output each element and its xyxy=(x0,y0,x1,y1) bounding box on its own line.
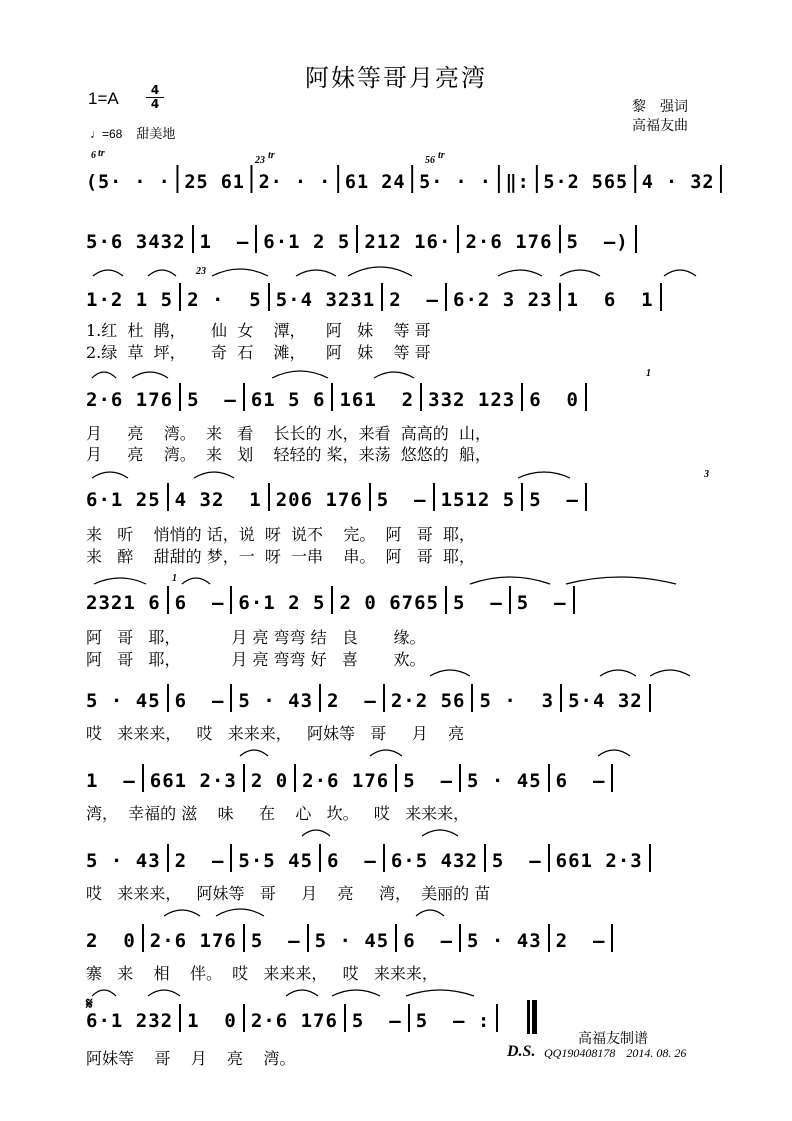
segno-sign: 𝄋 xyxy=(86,994,93,1013)
measure: 5 – xyxy=(351,1010,402,1032)
lyric-line: 阿 哥 耶， 月 亮 弯弯 结 良 缘。 xyxy=(86,628,426,647)
measure: 2 – xyxy=(389,289,439,311)
measure: 2 – xyxy=(327,690,377,712)
measure: 1512 5 xyxy=(440,489,516,511)
slur xyxy=(498,270,542,276)
measure: 5 – xyxy=(250,930,301,952)
slur xyxy=(600,670,636,676)
measure: 2 – xyxy=(174,850,225,872)
measure: 6 – xyxy=(327,850,377,872)
measure: 161 2 xyxy=(339,389,415,411)
measure: 61 5 6 xyxy=(250,389,326,411)
measure: 2 0 xyxy=(86,930,136,952)
measure: 2· · · xyxy=(258,171,332,193)
qq-number: QQ190408178 xyxy=(544,1046,616,1060)
slur xyxy=(566,577,676,584)
measure: 1·2 1 5 xyxy=(86,289,174,311)
measure: 5· · · xyxy=(419,171,492,193)
trill-mark: tr xyxy=(98,148,105,159)
measure: 661 2·3 xyxy=(149,770,237,792)
slur xyxy=(93,270,123,276)
measure: 2321 6 xyxy=(86,592,161,614)
measure: 212 16· xyxy=(364,231,452,253)
measure: 2·6 176 xyxy=(465,231,553,253)
measure: 5 · 43 xyxy=(238,690,314,712)
measure: 1 – xyxy=(199,231,250,253)
score-maker: 高福友制谱 xyxy=(578,1031,648,1047)
slur xyxy=(148,270,176,276)
slur xyxy=(348,267,412,276)
lyric-line: 月 亮 湾。 来 划 轻轻的 桨，来荡 悠悠的 船， xyxy=(86,445,491,464)
slur xyxy=(164,910,200,916)
lyric-line: 来 听 悄悄的 话，说 呀 说不 完。 阿 哥 耶， xyxy=(86,525,475,544)
measure: 5 · 3 xyxy=(479,690,555,712)
slur xyxy=(92,990,116,996)
measure: 5 –) xyxy=(566,231,629,253)
slur xyxy=(132,372,168,378)
key-signature: 1=A xyxy=(88,89,119,108)
composer: 高福友曲 xyxy=(632,118,688,134)
measure: 5 – xyxy=(187,389,237,411)
slur xyxy=(92,372,116,378)
time-signature-top: 4 xyxy=(150,83,160,97)
measure: 6·1 25 xyxy=(86,489,161,511)
slur xyxy=(518,472,570,478)
measure: 5 – xyxy=(376,489,427,511)
measure: 206 176 xyxy=(275,489,363,511)
slur xyxy=(94,578,146,584)
mood-marking: 甜美地 xyxy=(136,127,176,142)
lyricist: 黎 强词 xyxy=(632,99,688,115)
slur xyxy=(422,830,458,836)
measure: 6 – xyxy=(403,930,454,952)
measure: 6·1 2 5 xyxy=(263,231,351,253)
measure: 6·2 3 23 xyxy=(453,289,553,311)
measure: 2·2 56 xyxy=(390,690,466,712)
slur xyxy=(182,578,210,584)
measure: 2 – xyxy=(555,930,606,952)
lyric-line: 寨 来 相 伴。 哎 来来来， 哎 来来来， xyxy=(86,964,438,983)
slur xyxy=(212,269,268,276)
measure: 6 – xyxy=(174,592,225,614)
measure: 5 – xyxy=(453,592,503,614)
lyric-line: 阿妹等 哥 月 亮 湾。 xyxy=(86,1049,296,1068)
lyric-line: 哎 来来来， 哎 来来来， 阿妹等 哥 月 亮 xyxy=(86,724,465,743)
slur xyxy=(650,670,690,676)
measure: 1 0 xyxy=(187,1010,237,1032)
measure: 2·6 176 xyxy=(86,389,174,411)
measure: 2 · 5 xyxy=(187,289,262,311)
measure: 5 · 45 xyxy=(467,770,542,792)
grace-note: 1 xyxy=(646,368,651,379)
slur xyxy=(240,750,268,756)
measure: 5 · 43 xyxy=(467,930,542,952)
lyric-line: 哎 来来来， 阿妹等 哥 月 亮 湾， 美丽的 苗 xyxy=(86,884,491,903)
lyric-line: 月 亮 湾。 来 看 长长的 水，来看 高高的 山， xyxy=(86,424,491,443)
measure: 2 0 6765 xyxy=(339,592,439,614)
slur xyxy=(296,270,336,276)
lyric-line: 来 醉 甜甜的 梦，一 呀 一串 串。 阿 哥 耶， xyxy=(86,547,475,566)
slur xyxy=(92,472,128,478)
measure: 5·6 3432 xyxy=(86,231,186,253)
measure: 5 – xyxy=(529,489,579,511)
slur xyxy=(406,990,474,996)
measure: 25 61 xyxy=(184,171,245,193)
slur xyxy=(598,750,630,756)
slur xyxy=(430,670,470,676)
measure: 6 0 xyxy=(529,389,579,411)
slur xyxy=(332,990,380,996)
slur xyxy=(560,270,600,276)
measure: 6·1 232 xyxy=(86,1010,174,1032)
tempo-value: ♩=68 xyxy=(90,127,123,141)
lyric-line: 湾， 幸福的 滋 味 在 心 坎。 哎 来来来， xyxy=(86,804,470,823)
measure: 2·6 176 xyxy=(250,1010,338,1032)
trill-mark: tr xyxy=(268,150,275,161)
measure: 4 · 32 xyxy=(641,171,715,193)
slur xyxy=(194,472,234,478)
slur xyxy=(470,577,550,584)
measure: (5· · · xyxy=(85,171,171,193)
grace-note: 23 xyxy=(255,155,265,166)
song-title: 阿妹等哥月亮湾 xyxy=(305,64,487,92)
grace-note: 6 xyxy=(91,150,96,161)
measure: 1 – xyxy=(86,770,136,792)
lyric-line: 1.红 杜 鹃， 仙 女 潭， 阿 妹 等 哥 xyxy=(86,321,431,340)
measure: 5 – xyxy=(516,592,567,614)
measure: 5 · 45 xyxy=(314,930,390,952)
measure: 5 – xyxy=(403,770,454,792)
measure: ‖: xyxy=(505,171,530,193)
measure: 2·6 176 xyxy=(302,770,390,792)
date: 2014. 08. 26 xyxy=(626,1046,687,1060)
measure: 2·6 176 xyxy=(149,930,237,952)
measure: 5·4 32 xyxy=(568,690,643,712)
measure: 1 6 1 xyxy=(566,289,654,311)
triplet-mark: 3 xyxy=(704,469,709,480)
slur xyxy=(302,830,330,836)
measure: 6·5 432 xyxy=(390,850,478,872)
measure: 2 0 xyxy=(250,770,289,792)
slur xyxy=(286,990,318,996)
measure: 6·1 2 5 xyxy=(238,592,326,614)
measure: 5 · 43 xyxy=(86,850,161,872)
measure: 6 – xyxy=(555,770,606,792)
grace-note: 1 xyxy=(172,573,177,584)
lyric-line: 阿 哥 耶， 月 亮 弯弯 好 喜 欢。 xyxy=(86,650,426,669)
measure: 5·5 45 xyxy=(238,850,314,872)
measure: 5·4 3231 xyxy=(275,289,376,311)
measure: 661 2·3 xyxy=(555,850,643,872)
measure: 4 32 1 xyxy=(174,489,262,511)
slur xyxy=(416,910,444,916)
slur xyxy=(664,270,696,276)
measure: 61 24 xyxy=(344,171,406,193)
slur xyxy=(216,909,264,916)
grace-note: 56 xyxy=(425,155,435,166)
measure: 332 123 xyxy=(428,389,516,411)
measure: 5 – xyxy=(491,850,542,872)
dal-segno: D.S. xyxy=(507,1043,536,1060)
slur xyxy=(272,371,328,378)
measure: 5 · 45 xyxy=(86,690,161,712)
time-signature-bottom: 4 xyxy=(146,97,164,111)
lyric-line: 2.绿 草 坪， 奇 石 滩， 阿 妹 等 哥 xyxy=(86,343,431,362)
measure: 5·2 565 xyxy=(543,171,629,193)
grace-note: 23 xyxy=(196,266,206,277)
measure: 5 – : xyxy=(415,1010,491,1032)
slur xyxy=(370,750,402,756)
trill-mark: tr xyxy=(438,150,445,161)
slur xyxy=(148,990,180,996)
slur xyxy=(374,372,414,378)
measure: 6 – xyxy=(174,690,225,712)
